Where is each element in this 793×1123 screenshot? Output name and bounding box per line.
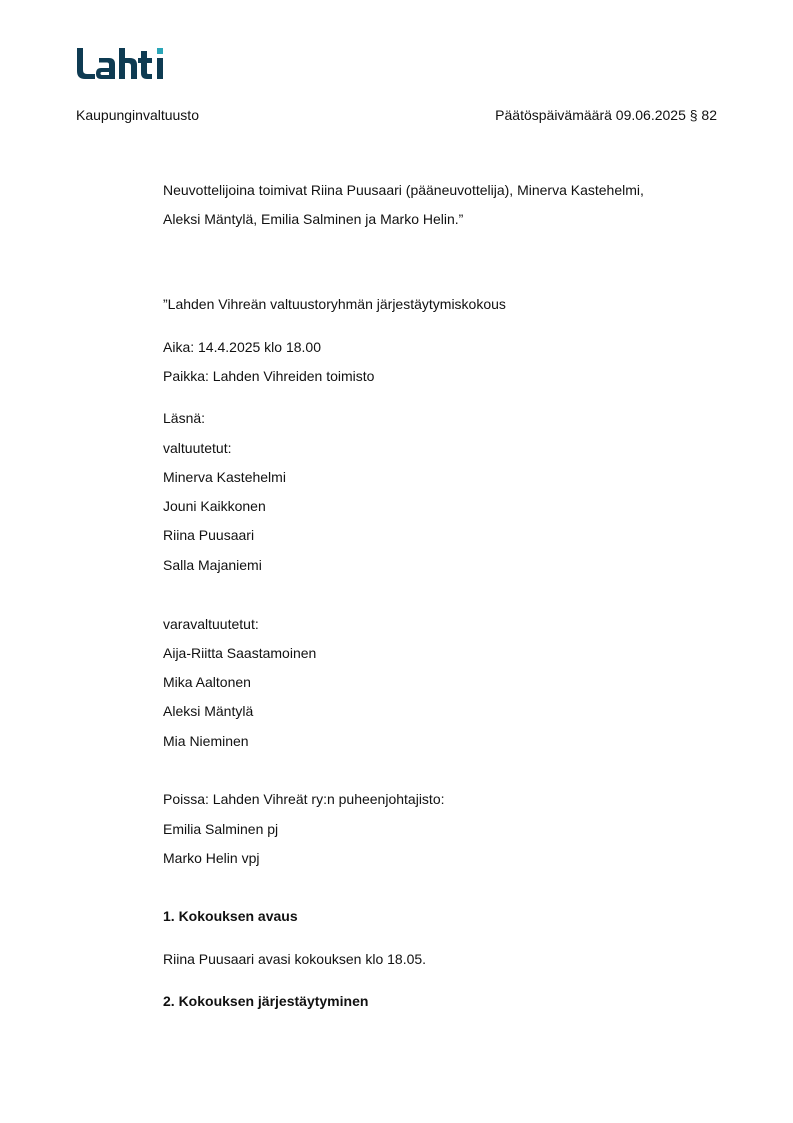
paragraph-line: Aleksi Mäntylä, Emilia Salminen ja Marko Helin.” bbox=[163, 211, 464, 227]
body-name: Kaupunginvaltuusto bbox=[76, 107, 199, 123]
meeting-place: Paikka: Lahden Vihreiden toimisto bbox=[163, 368, 375, 384]
list-item: Mika Aaltonen bbox=[163, 674, 251, 690]
decision-date: Päätöspäivämäärä 09.06.2025 § 82 bbox=[495, 107, 717, 123]
present-label: Läsnä: bbox=[163, 410, 206, 426]
meeting-time: Aika: 14.4.2025 klo 18.00 bbox=[163, 339, 322, 355]
list-item: Riina Puusaari bbox=[163, 527, 255, 543]
list-item: Marko Helin vpj bbox=[163, 850, 260, 866]
deputies-label: varavaltuutetut: bbox=[163, 616, 259, 632]
list-item: Aleksi Mäntylä bbox=[163, 703, 254, 719]
list-item: Emilia Salminen pj bbox=[163, 821, 279, 837]
list-item: Salla Majaniemi bbox=[163, 557, 262, 573]
list-item: Mia Nieminen bbox=[163, 733, 249, 749]
section-heading: 1. Kokouksen avaus bbox=[163, 908, 298, 924]
paragraph-line: Neuvottelijoina toimivat Riina Puusaari (pääneuvottelija), Minerva Kastehelmi, bbox=[163, 182, 644, 198]
section-heading: 2. Kokouksen järjestäytyminen bbox=[163, 993, 369, 1009]
list-item: Minerva Kastehelmi bbox=[163, 469, 286, 485]
absent-label: Poissa: Lahden Vihreät ry:n puheenjohtajisto: bbox=[163, 791, 445, 807]
list-item: Jouni Kaikkonen bbox=[163, 498, 266, 514]
paragraph-line: Riina Puusaari avasi kokouksen klo 18.05. bbox=[163, 951, 427, 967]
lahti-logo bbox=[75, 46, 167, 82]
meeting-title: ”Lahden Vihreän valtuustoryhmän järjestäytymiskokous bbox=[163, 296, 506, 312]
councillors-label: valtuutetut: bbox=[163, 440, 232, 456]
list-item: Aija-Riitta Saastamoinen bbox=[163, 645, 317, 661]
